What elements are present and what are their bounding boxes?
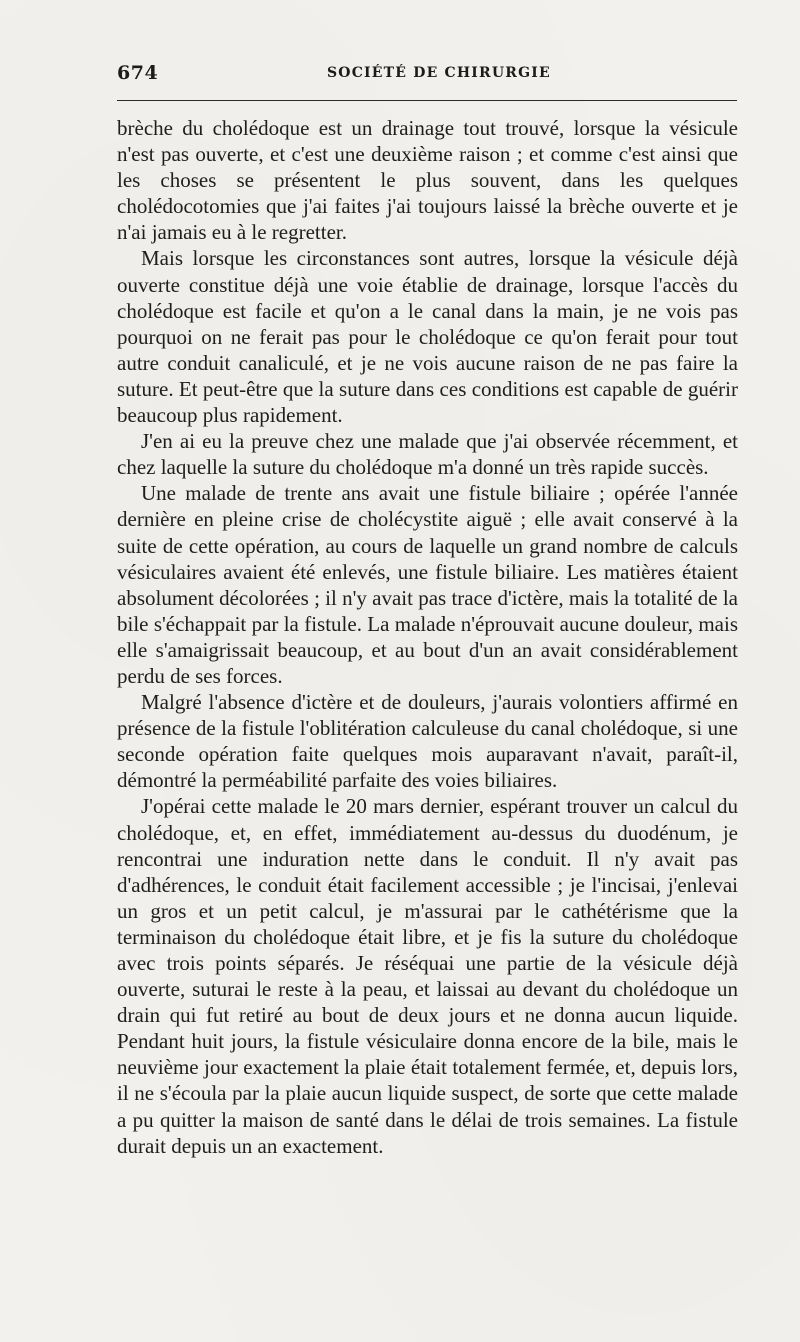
page-number: 674 <box>117 62 159 84</box>
paragraph-3: J'en ai eu la preuve chez une malade que j'ai observée récemment, et chez laquelle la suture du cholédoque m'a donné un très rapide succès. <box>117 429 738 480</box>
paragraph-4: Une malade de trente ans avait une fistule biliaire ; opérée l'année dernière en pleine crise de cholécystite aiguë ; elle avait conservé à la suite de cette opération, au cours de laquelle un grand nombre de calculs vésiculaires avaient été enlevés, une fistule biliaire. Les matières étaient absolument décolorées ; il n'y avait pas trace d'ictère, mais la totalité de la bile s'échappait par la fistule. La malade n'éprouvait aucune douleur, mais elle s'amaigrissait beaucoup, et au bout d'un an avait considérablement perdu de ses forces. <box>117 481 738 688</box>
page-header <box>117 62 737 86</box>
paragraph-6: J'opérai cette malade le 20 mars dernier, espérant trouver un calcul du cholédoque, et, en effet, immédiatement au-dessus du duodénum, je rencontrai une induration nette dans le conduit. Il n'y avait pas d'adhérences, le conduit était facilement accessible ; je l'incisai, j'enlevai un gros et un petit calcul, je m'assurai par le cathétérisme que la terminaison du cholédoque était libre, et je fis la suture du cholédoque avec trois points séparés. Je réséquai une partie de la vésicule déjà ouverte, suturai le reste à la peau, et laissai au devant du cholédoque un drain qui fut retiré au bout de deux jours et ne donna aucun liquide. Pendant huit jours, la fistule vésiculaire donna encore de la bile, mais le neuvième jour exactement la plaie était totalement fermée, et, depuis lors, il ne s'écoula par la plaie aucun liquide suspect, de sorte que cette malade a pu quitter la maison de santé dans le délai de trois semaines. La fistule durait depuis un an exactement. <box>117 794 738 1158</box>
running-title: SOCIÉTÉ DE CHIRURGIE <box>327 65 551 81</box>
paragraph-2: Mais lorsque les circonstances sont autres, lorsque la vésicule déjà ouverte constitue déjà une voie établie de drainage, lorsque l'accès du cholédoque est facile et qu'on a le canal dans la main, je ne vois pas pourquoi on ne ferait pas pour le cholédoque ce qu'on ferait pour tout autre conduit canaliculé, et je ne vois aucune raison de ne pas faire la suture. Et peut-être que la suture dans ces conditions est capable de guérir beaucoup plus rapidement. <box>117 246 738 428</box>
paragraph-1: brèche du cholédoque est un drainage tout trouvé, lorsque la vésicule n'est pas ouverte, et c'est une deuxième raison ; et comme c'est ainsi que les choses se présentent le plus souvent, dans les quelques cholédocotomies que j'ai faites j'ai toujours laissé la brèche ouverte et je n'ai jamais eu à le regretter. <box>117 116 738 245</box>
body-text <box>117 115 738 1159</box>
header-rule <box>117 100 737 101</box>
paragraph-5: Malgré l'absence d'ictère et de douleurs, j'aurais volontiers affirmé en présence de la fistule l'oblitération calculeuse du canal cholédoque, si une seconde opération faite quelques mois auparavant n'avait, paraît-il, démontré la perméabilité parfaite des voies biliaires. <box>117 690 738 793</box>
